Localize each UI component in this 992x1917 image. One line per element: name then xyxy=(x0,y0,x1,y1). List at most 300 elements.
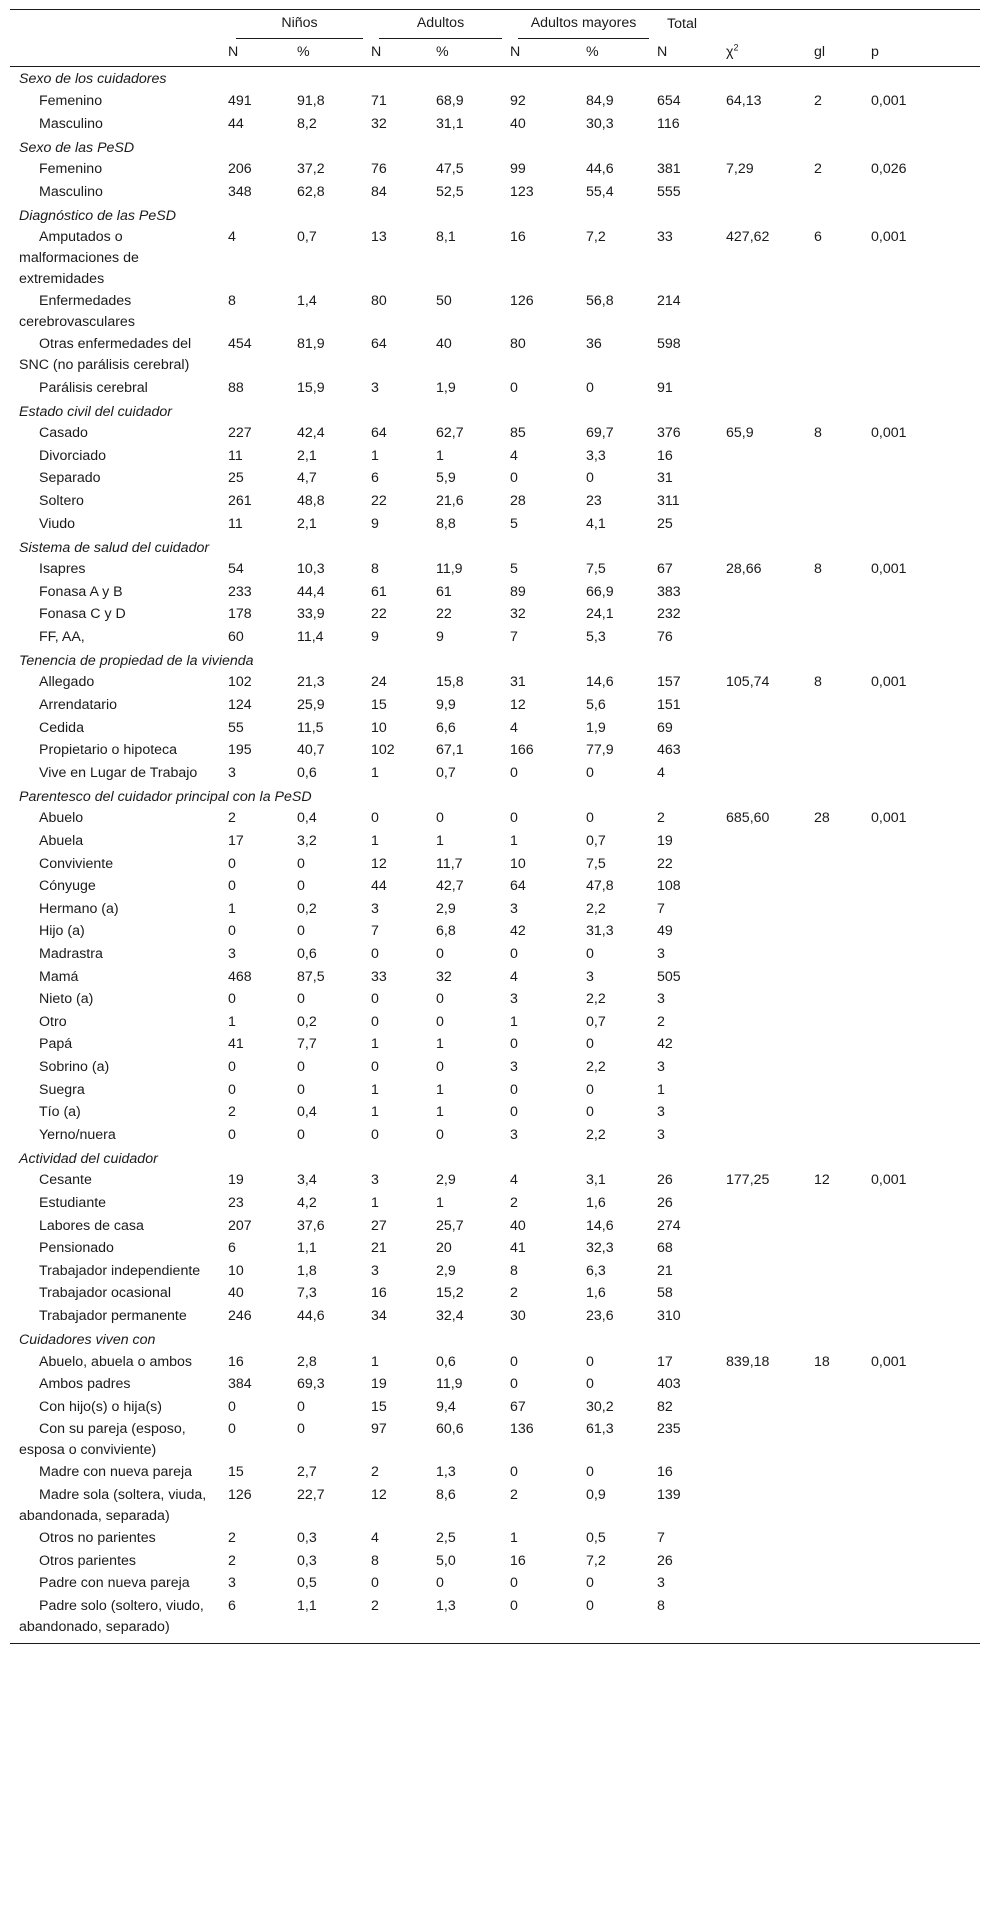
col-header-pct: % xyxy=(586,39,657,67)
table-cell: 654 xyxy=(657,93,681,109)
gl-cell xyxy=(814,1550,871,1573)
table-cell: 31 xyxy=(510,674,526,691)
table-row xyxy=(10,90,980,113)
table-cell: 0 xyxy=(586,1575,594,1592)
table-cell: 36 xyxy=(586,336,602,353)
gl-cell xyxy=(814,467,871,490)
chi-square-cell: 177,25 xyxy=(726,1172,770,1189)
data-table xyxy=(10,9,980,1644)
table-cell: 30 xyxy=(510,1307,526,1324)
table-row xyxy=(10,181,980,204)
table-row xyxy=(10,377,980,400)
gl-cell xyxy=(814,694,871,717)
table-cell: 0 xyxy=(586,379,594,396)
table-cell: 1 xyxy=(436,1036,444,1053)
table-cell: 58 xyxy=(657,1285,673,1302)
table-cell: 21,3 xyxy=(297,674,325,691)
table-cell: 16 xyxy=(510,1552,526,1569)
p-value-cell xyxy=(871,626,980,649)
col-header-chi-square: $\chi^2$ xyxy=(726,39,814,67)
section-title: Sexo de las PeSD xyxy=(19,139,135,156)
chi-square-cell xyxy=(726,966,814,989)
table-cell: 246 xyxy=(228,1307,252,1324)
gl-cell xyxy=(814,377,871,400)
table-cell: 207 xyxy=(228,1217,252,1234)
row-label: Madre con nueva pareja xyxy=(39,1464,193,1481)
table-cell: 0 xyxy=(228,991,236,1008)
table-cell: 20 xyxy=(436,1240,452,1257)
table-row xyxy=(10,717,980,740)
table-cell: 1 xyxy=(371,1104,379,1121)
section-header-row xyxy=(10,1146,980,1169)
table-cell: 3,4 xyxy=(297,1172,317,1189)
table-cell: 14,6 xyxy=(586,1217,614,1234)
row-label: Abuela xyxy=(39,833,84,850)
p-value-cell: 0,001 xyxy=(871,674,907,691)
table-cell: 491 xyxy=(228,93,252,109)
table-cell: 2,9 xyxy=(436,1262,456,1279)
table-row xyxy=(10,1305,980,1328)
chi-square-cell xyxy=(726,717,814,740)
chi-square-cell xyxy=(726,626,814,649)
table-cell: 2,9 xyxy=(436,900,456,917)
table-cell: 64 xyxy=(371,425,387,442)
table-cell: 60 xyxy=(228,628,244,645)
table-cell: 7 xyxy=(371,923,379,940)
row-label: Abuelo, abuela o ambos xyxy=(39,1353,193,1370)
row-label: Mamá xyxy=(39,968,79,985)
row-label: FF, AA, xyxy=(39,628,85,645)
row-label: Papá xyxy=(39,1036,73,1053)
table-cell: 8 xyxy=(228,293,236,310)
table-cell: 19 xyxy=(371,1376,387,1393)
table-cell: 9 xyxy=(436,628,444,645)
gl-cell xyxy=(814,762,871,785)
p-value-cell xyxy=(871,1237,980,1260)
table-cell: 67 xyxy=(657,561,673,578)
table-cell: 178 xyxy=(228,606,252,623)
table-cell: 383 xyxy=(657,583,681,600)
gl-cell xyxy=(814,113,871,136)
table-cell: 1 xyxy=(371,764,379,781)
table-cell: 21,6 xyxy=(436,492,464,509)
table-cell: 1,6 xyxy=(586,1285,606,1302)
table-cell: 17 xyxy=(657,1353,673,1370)
table-cell: 0 xyxy=(510,379,518,396)
table-cell: 505 xyxy=(657,968,681,985)
table-cell: 1 xyxy=(228,900,236,917)
gl-cell xyxy=(814,898,871,921)
gl-cell xyxy=(814,943,871,966)
table-cell: 2 xyxy=(371,1464,379,1481)
table-cell: 10,3 xyxy=(297,561,325,578)
row-label: Pensionado xyxy=(39,1240,114,1257)
table-cell: 468 xyxy=(228,968,252,985)
table-cell: 0 xyxy=(436,1058,444,1075)
row-label: Cedida xyxy=(39,719,84,736)
p-value-cell xyxy=(871,1033,980,1056)
table-cell: 64 xyxy=(510,878,526,895)
table-cell: 62,8 xyxy=(297,183,325,200)
table-cell: 8,6 xyxy=(436,1487,456,1504)
table-cell: 25 xyxy=(228,470,244,487)
chi-square-cell xyxy=(726,1418,814,1461)
row-label: Suegra xyxy=(39,1081,85,1098)
row-label: Otros no parientes xyxy=(39,1530,156,1547)
gl-cell xyxy=(814,1418,871,1461)
chi-square-cell xyxy=(726,1484,814,1527)
row-label: Madrastra xyxy=(39,946,103,962)
table-cell: 0 xyxy=(586,1036,594,1053)
table-cell: 0 xyxy=(586,1081,594,1098)
table-cell: 47,5 xyxy=(436,161,464,178)
chi-square-cell xyxy=(726,1237,814,1260)
table-cell: 0 xyxy=(371,1058,379,1075)
chi-square-cell xyxy=(726,1373,814,1396)
table-cell: 235 xyxy=(657,1421,681,1438)
table-cell: 0 xyxy=(586,810,594,827)
table-cell: 403 xyxy=(657,1376,681,1393)
table-cell: 2,1 xyxy=(297,515,317,532)
table-cell: 1 xyxy=(436,1194,444,1211)
table-cell: 0 xyxy=(436,1575,444,1592)
table-cell: 2,2 xyxy=(586,900,606,917)
table-cell: 62,7 xyxy=(436,425,464,442)
table-cell: 1 xyxy=(228,1013,236,1030)
table-cell: 6,6 xyxy=(436,719,456,736)
table-cell: 0,7 xyxy=(586,1013,606,1030)
row-label: Fonasa A y B xyxy=(39,583,123,600)
p-value-cell: 0,001 xyxy=(871,229,907,246)
table-cell: 16 xyxy=(657,1464,673,1481)
table-cell: 0 xyxy=(586,1376,594,1393)
p-value-cell xyxy=(871,1192,980,1215)
row-label: Viudo xyxy=(39,515,76,532)
table-row xyxy=(10,1169,980,1192)
table-cell: 91 xyxy=(657,379,673,396)
table-cell: 1 xyxy=(371,1036,379,1053)
table-cell: 31,1 xyxy=(436,115,464,132)
chi-square-cell xyxy=(726,1056,814,1079)
table-cell: 30,2 xyxy=(586,1398,614,1415)
table-cell: 30,3 xyxy=(586,115,614,132)
table-cell: 22 xyxy=(371,492,387,509)
table-cell: 0,9 xyxy=(586,1487,606,1504)
table-cell: 7 xyxy=(657,900,665,917)
table-cell: 214 xyxy=(657,293,681,310)
chi-square-cell xyxy=(726,1550,814,1573)
table-cell: 0 xyxy=(436,991,444,1008)
p-value-cell xyxy=(871,966,980,989)
table-cell: 41 xyxy=(510,1240,526,1257)
table-cell: 41 xyxy=(228,1036,244,1053)
gl-cell: 2 xyxy=(814,161,822,178)
table-cell: 0,4 xyxy=(297,810,317,827)
table-cell: 2,1 xyxy=(297,447,317,464)
section-header-row xyxy=(10,535,980,558)
table-cell: 32 xyxy=(371,115,387,132)
row-label: Estudiante xyxy=(39,1194,107,1211)
group-header-adultos: Adultos xyxy=(371,10,510,40)
gl-cell xyxy=(814,1396,871,1419)
table-cell: 0 xyxy=(371,1575,379,1592)
table-cell: 9,4 xyxy=(436,1398,456,1415)
table-cell: 6 xyxy=(228,1240,236,1257)
table-row xyxy=(10,1215,980,1238)
table-row xyxy=(10,1461,980,1484)
table-row xyxy=(10,1192,980,1215)
table-cell: 1,3 xyxy=(436,1595,510,1644)
table-cell: 40 xyxy=(436,336,452,353)
col-header-pct: % xyxy=(436,39,510,67)
table-cell: 123 xyxy=(510,183,534,200)
table-cell: 13 xyxy=(371,229,387,246)
p-value-cell xyxy=(871,853,980,876)
row-label: Parálisis cerebral xyxy=(39,379,148,396)
chi-square-cell: 105,74 xyxy=(726,674,770,691)
table-row xyxy=(10,671,980,694)
table-cell: 3,1 xyxy=(586,1172,606,1189)
table-cell: 0 xyxy=(586,1595,657,1644)
chi-square-cell xyxy=(726,467,814,490)
table-cell: 31 xyxy=(657,470,673,487)
table-cell: 1 xyxy=(371,1081,379,1098)
table-cell: 84,9 xyxy=(586,93,614,109)
table-cell: 32,4 xyxy=(436,1307,464,1324)
table-cell: 0 xyxy=(297,923,305,940)
gl-cell xyxy=(814,853,871,876)
chi-square-cell xyxy=(726,1396,814,1419)
table-cell: 11,9 xyxy=(436,561,463,578)
chi-square-cell xyxy=(726,920,814,943)
table-cell: 0 xyxy=(510,1036,518,1053)
table-cell: 0 xyxy=(228,923,236,940)
table-cell: 157 xyxy=(657,674,681,691)
gl-cell xyxy=(814,1260,871,1283)
table-cell: 0,2 xyxy=(297,900,317,917)
gl-cell xyxy=(814,1461,871,1484)
p-value-cell xyxy=(871,1418,980,1461)
table-row xyxy=(10,762,980,785)
p-value-cell xyxy=(871,467,980,490)
table-cell: 91,8 xyxy=(297,93,325,109)
table-cell: 0 xyxy=(510,1081,518,1098)
table-cell: 463 xyxy=(657,742,681,759)
table-cell: 5,0 xyxy=(436,1552,456,1569)
row-label: Trabajador ocasional xyxy=(39,1285,171,1302)
table-body xyxy=(10,67,980,1644)
table-cell: 7,2 xyxy=(586,229,606,246)
table-cell: 4 xyxy=(510,447,518,464)
table-cell: 76 xyxy=(371,161,387,178)
col-header-n: N xyxy=(657,39,726,67)
table-row xyxy=(10,1572,980,1595)
table-row xyxy=(10,113,980,136)
table-cell: 4 xyxy=(510,968,518,985)
p-value-cell xyxy=(871,1461,980,1484)
chi-square-cell xyxy=(726,1595,814,1644)
table-cell: 61,3 xyxy=(586,1421,614,1438)
chi-square-cell xyxy=(726,875,814,898)
row-label: Otros parientes xyxy=(39,1552,136,1569)
table-cell: 28 xyxy=(510,492,526,509)
table-cell: 44,6 xyxy=(586,161,614,178)
table-cell: 12 xyxy=(510,697,526,714)
header-blank xyxy=(10,10,228,40)
table-cell: 2,8 xyxy=(297,1353,317,1370)
gl-cell xyxy=(814,1237,871,1260)
table-cell: 2,2 xyxy=(586,1058,606,1075)
table-cell: 88 xyxy=(228,379,244,396)
table-cell: 15,8 xyxy=(436,674,464,691)
chi-square-cell xyxy=(726,181,814,204)
table-cell: 3 xyxy=(228,764,236,781)
table-cell: 97 xyxy=(371,1421,387,1438)
table-cell: 55 xyxy=(228,719,244,736)
group-header-adultos-mayores: Adultos mayores xyxy=(510,10,657,40)
table-cell: 16 xyxy=(228,1353,244,1370)
table-cell: 22 xyxy=(436,606,452,623)
table-cell: 2 xyxy=(228,1552,236,1569)
table-cell: 1 xyxy=(371,1353,379,1370)
table-cell: 33 xyxy=(371,968,387,985)
table-cell: 3 xyxy=(510,1058,518,1075)
table-cell: 2,2 xyxy=(586,1126,606,1143)
table-cell: 1,9 xyxy=(436,379,456,396)
table-row xyxy=(10,1282,980,1305)
table-cell: 3 xyxy=(371,1172,379,1189)
table-cell: 61 xyxy=(371,583,387,600)
table-cell: 6 xyxy=(228,1595,297,1644)
table-cell: 166 xyxy=(510,742,534,759)
table-row xyxy=(10,920,980,943)
gl-cell: 8 xyxy=(814,425,822,442)
table-cell: 21 xyxy=(371,1240,387,1257)
gl-cell xyxy=(814,739,871,762)
table-cell: 10 xyxy=(228,1262,244,1279)
section-header-row xyxy=(10,648,980,671)
table-row xyxy=(10,898,980,921)
gl-cell xyxy=(814,966,871,989)
chi-square-cell xyxy=(726,830,814,853)
section-header-row xyxy=(10,135,980,158)
table-cell: 80 xyxy=(371,293,387,310)
gl-cell xyxy=(814,1484,871,1527)
table-cell: 67 xyxy=(510,1398,526,1415)
table-cell: 2 xyxy=(510,1285,518,1302)
col-header-pct: % xyxy=(297,39,371,67)
table-cell: 8,2 xyxy=(297,115,317,132)
table-cell: 76 xyxy=(657,628,673,645)
row-label: Nieto (a) xyxy=(39,991,94,1008)
gl-cell xyxy=(814,1572,871,1595)
table-row xyxy=(10,1595,980,1644)
p-value-cell xyxy=(871,181,980,204)
gl-cell xyxy=(814,581,871,604)
table-cell: 2,5 xyxy=(436,1530,456,1547)
row-label: Labores de casa xyxy=(39,1217,144,1234)
row-label: Soltero xyxy=(39,492,84,509)
table-cell: 3,3 xyxy=(586,447,606,464)
table-cell: 3 xyxy=(228,1575,236,1592)
table-cell: 3 xyxy=(657,1126,665,1143)
table-cell: 92 xyxy=(510,93,526,109)
table-cell: 1 xyxy=(510,833,518,850)
table-cell: 0,3 xyxy=(297,1552,317,1569)
section-header-row xyxy=(10,399,980,422)
chi-square-cell xyxy=(726,1305,814,1328)
table-cell: 3 xyxy=(510,991,518,1008)
table-cell: 0,3 xyxy=(297,1530,317,1547)
p-value-cell xyxy=(871,898,980,921)
table-cell: 1 xyxy=(510,1013,518,1030)
table-cell: 7,2 xyxy=(586,1552,606,1569)
chi-square-cell xyxy=(726,898,814,921)
table-row xyxy=(10,966,980,989)
table-row xyxy=(10,1373,980,1396)
chi-square-cell xyxy=(726,1079,814,1102)
table-row xyxy=(10,626,980,649)
table-row xyxy=(10,739,980,762)
gl-cell xyxy=(814,181,871,204)
row-label: Amputados o malformaciones de extremidades xyxy=(19,229,139,287)
row-label: Fonasa C y D xyxy=(39,606,126,623)
table-cell: 0 xyxy=(371,1126,379,1143)
table-cell: 310 xyxy=(657,1307,681,1324)
row-label: Enfermedades cerebrovasculares xyxy=(19,293,135,330)
gl-cell xyxy=(814,1056,871,1079)
table-cell: 54 xyxy=(228,561,244,578)
table-cell: 25,7 xyxy=(436,1217,464,1234)
chi-square-cell: 65,9 xyxy=(726,425,754,442)
table-cell: 40 xyxy=(228,1285,244,1302)
p-value-cell xyxy=(871,988,980,1011)
table-cell: 0,7 xyxy=(297,229,317,246)
p-value-cell xyxy=(871,920,980,943)
gl-cell xyxy=(814,988,871,1011)
table-cell: 1 xyxy=(436,1104,444,1121)
col-header-n: N xyxy=(371,39,436,67)
table-cell: 15 xyxy=(371,1398,387,1415)
table-cell: 0 xyxy=(586,470,594,487)
table-cell: 274 xyxy=(657,1217,681,1234)
table-cell: 1 xyxy=(371,833,379,850)
table-cell: 26 xyxy=(657,1552,673,1569)
table-cell: 0 xyxy=(510,1595,586,1644)
table-row xyxy=(10,1527,980,1550)
row-label: Ambos padres xyxy=(39,1376,131,1393)
table-row xyxy=(10,1260,980,1283)
p-value-cell xyxy=(871,717,980,740)
table-cell: 15 xyxy=(371,697,387,714)
table-cell: 10 xyxy=(510,855,526,872)
row-label: Con hijo(s) o hija(s) xyxy=(39,1398,162,1415)
table-cell: 42 xyxy=(510,923,526,940)
table-cell: 2 xyxy=(510,1194,518,1211)
table-cell: 0 xyxy=(297,1058,305,1075)
table-cell: 4 xyxy=(510,1172,518,1189)
table-cell: 0 xyxy=(228,855,236,872)
section-header-row xyxy=(10,1328,980,1351)
gl-cell xyxy=(814,445,871,468)
table-cell: 3 xyxy=(371,379,379,396)
table-cell: 116 xyxy=(657,115,680,132)
p-value-cell: 0,001 xyxy=(871,93,907,109)
table-cell: 69,7 xyxy=(586,425,614,442)
table-row xyxy=(10,853,980,876)
chi-square-cell: 7,29 xyxy=(726,161,754,178)
table-cell: 384 xyxy=(228,1376,252,1393)
